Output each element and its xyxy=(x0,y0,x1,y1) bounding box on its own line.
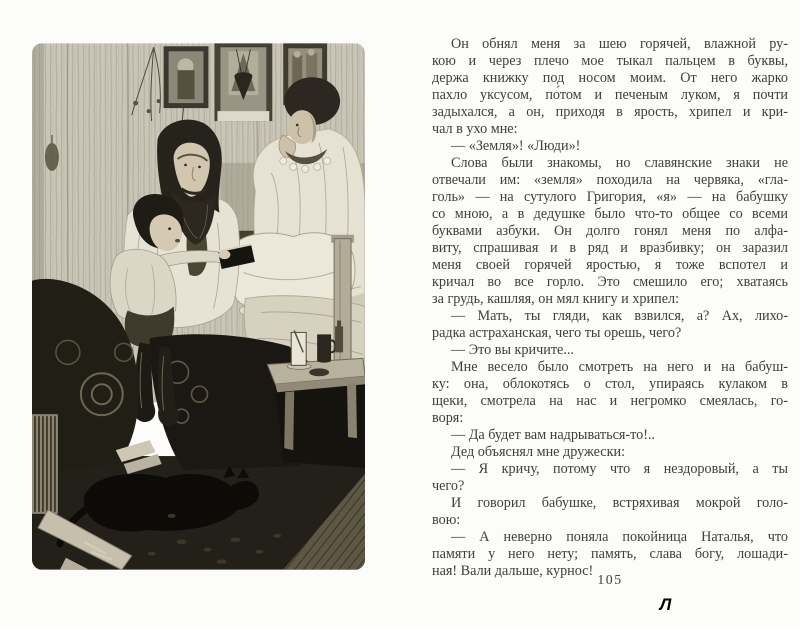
text-line: чего? xyxy=(432,478,465,494)
text-line: Он обнял меня за шею горячей, влажной ру- xyxy=(451,36,788,52)
text-line: Слова были знакомы, но славянские знаки не xyxy=(451,155,788,171)
text-line: кричал во все горло. Это смешило его; хватаясь xyxy=(432,274,788,290)
text-line: Мне весело было смотреть на него и на бабуш- xyxy=(451,359,788,375)
text-line: И говорил бабушке, встряхивая мокрой голо- xyxy=(451,495,788,511)
text-line: — Я кричу, потому что я нездоровый, а ты xyxy=(451,461,788,477)
text-line: памяти у него нету; память, слава богу, лошади- xyxy=(432,546,788,562)
book-illustration xyxy=(32,43,365,570)
text-line: — Это вы кричите... xyxy=(451,342,574,358)
text-line: кою и через плечо мое тыкал пальцем в буквы, xyxy=(432,53,788,69)
text-line: голь» — на сутулого Григория, «я» — на бабушку xyxy=(432,189,788,205)
text-line: держа книжку под носом моим. От него жарко xyxy=(432,70,788,86)
text-line: ная! Вали дальше, курнос! xyxy=(432,563,594,579)
text-line: ку: она, облокотясь о стол, упираясь кулаком в xyxy=(432,376,788,392)
text-line: — Да будет вам надрываться-то!.. xyxy=(451,427,656,443)
text-line: меня своей горячей яростью, я тоже вспотел и xyxy=(432,257,788,273)
labirint-logo-letter: Л xyxy=(659,595,672,614)
text-line: — А неверно поняла покойница Наталья, что xyxy=(451,529,788,545)
text-line: чал в ухо мне: xyxy=(432,121,518,137)
text-line: буквами азбуки. Он долго гонял меня по алфа- xyxy=(432,223,788,239)
labirint-logo xyxy=(652,591,679,618)
text-line: — Мать, ты гляди, как взвился, а? Ах, лихо- xyxy=(451,308,788,324)
text-line: Дед объяснял мне дружески: xyxy=(451,444,626,460)
text-line: пахло уксусом, по́том и печеным луком, я почти xyxy=(432,87,788,103)
text-line: за грудь, кашляя, он мял книгу и хрипел: xyxy=(432,291,680,307)
text-line: со мною, а в дедушке было что-то общее со всеми xyxy=(432,206,788,222)
text-line: отвечали им: «земля» походила на червяка, «гла- xyxy=(432,172,788,188)
text-line: задыхался, а он, приходя в ярость, хрипел и кри- xyxy=(432,104,788,120)
text-line: щеки, смотрела на нас и негромко смеялась, го- xyxy=(432,393,788,409)
text-line: — «Земля»! «Люди»! xyxy=(451,138,581,154)
page-text xyxy=(432,36,788,580)
text-line: воря: xyxy=(432,410,464,426)
text-line: радка астраханская, чего ты орешь, чего? xyxy=(432,325,682,341)
text-line: вою: xyxy=(432,512,461,528)
text-line: виту, спрашивая и в ряд и вразбивку; он заразил xyxy=(432,240,788,256)
page-number: 105 xyxy=(597,572,623,587)
book-illustration-graphic xyxy=(32,43,365,570)
